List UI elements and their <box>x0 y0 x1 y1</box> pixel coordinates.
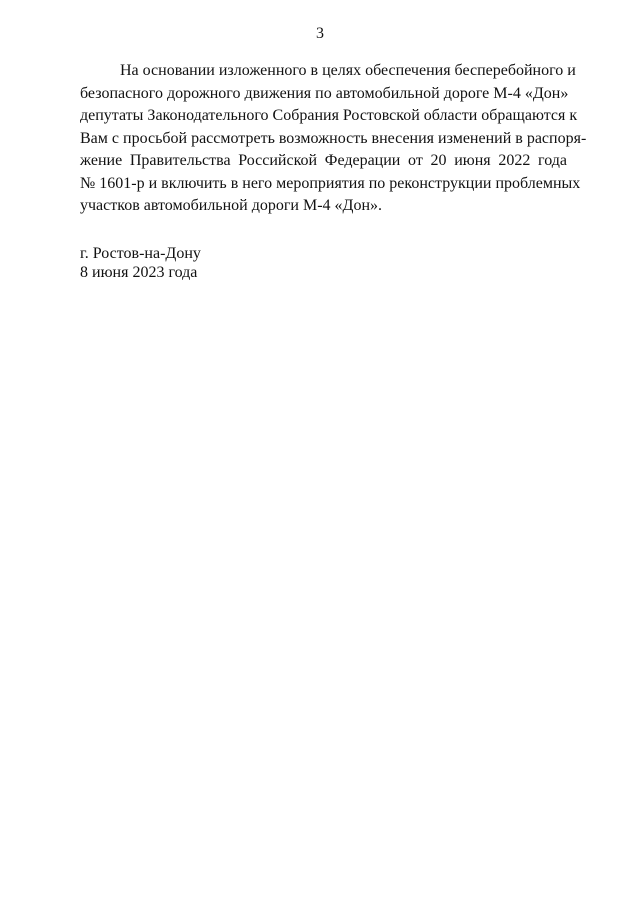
paragraph-line-5: жение Правительства Российской Федерации от 20 июня 2022 года <box>80 152 567 169</box>
paragraph-line-3: депутаты Законодательного Собрания Ростовской области обращаются к <box>80 107 578 124</box>
paragraph-line-7: участков автомобильной дороги М-4 «Дон». <box>80 197 383 214</box>
signature-place: г. Ростов-на-Дону <box>80 245 201 262</box>
paragraph-line-2: безопасного дорожного движения по автомобильной дороге М-4 «Дон» <box>80 84 569 102</box>
paragraph-line-1: На основании изложенного в целях обеспечения бесперебойного и <box>120 62 576 79</box>
page-number: 3 <box>316 25 324 42</box>
signature-date: 8 июня 2023 года <box>80 263 198 281</box>
appeal-paragraph <box>80 60 587 218</box>
paragraph-line-4: Вам с просьбой рассмотреть возможность внесения изменений в распоря- <box>80 129 587 147</box>
paragraph-line-6: № 1601-р и включить в него мероприятия по реконструкции проблемных <box>80 174 581 192</box>
signature-block <box>80 245 201 282</box>
